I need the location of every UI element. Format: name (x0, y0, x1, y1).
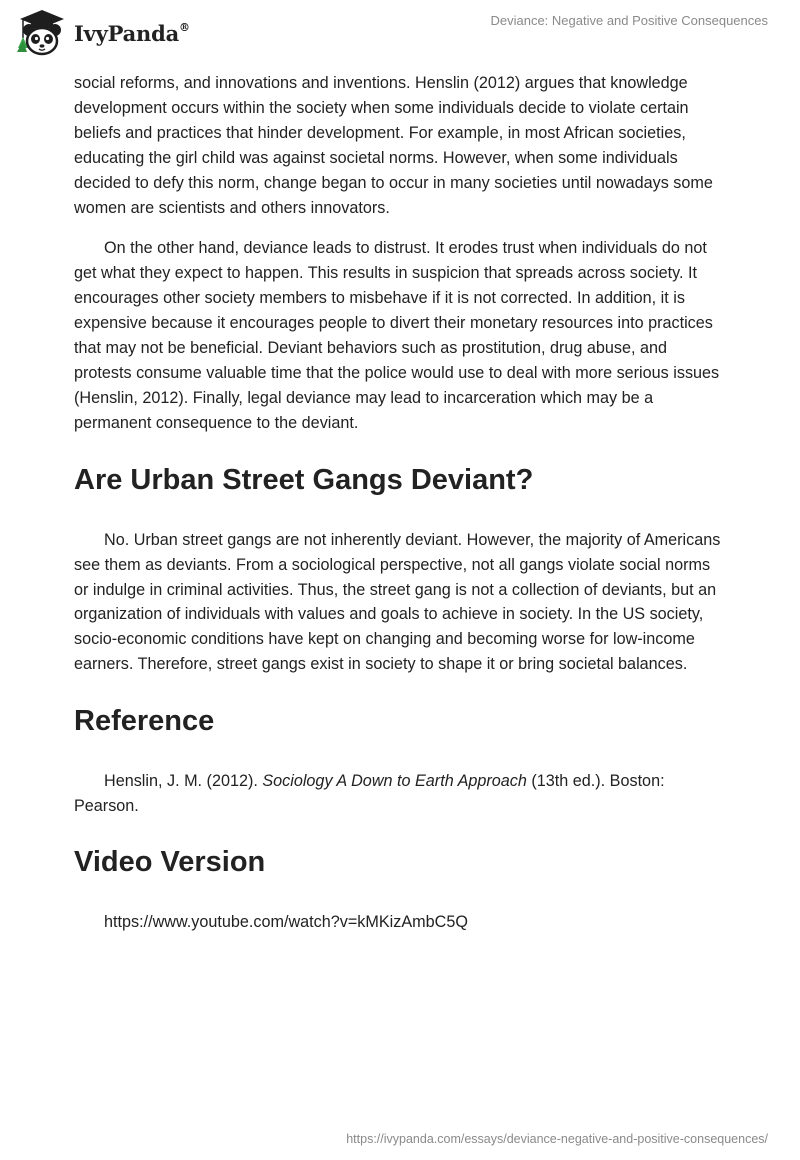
document-title: Deviance: Negative and Positive Consequences (490, 13, 768, 28)
reference-authors-year: Henslin, J. M. (2012). (104, 772, 263, 791)
reference-entry (74, 769, 726, 819)
video-link[interactable]: https://www.youtube.com/watch?v=kMKizAmbC5Q (104, 912, 468, 931)
ivypanda-logo[interactable] (14, 8, 190, 58)
footer-page-url[interactable]: https://ivypanda.com/essays/deviance-negative-and-positive-consequences/ (346, 1132, 768, 1146)
brand-name: IvyPanda® (74, 20, 190, 46)
panda-graduate-logo-icon (14, 8, 70, 58)
reference-publication-details: (13th ed.). Boston: Pearson. (74, 772, 665, 816)
page-header (0, 0, 800, 64)
paragraph-positive-consequences: social reforms, and innovations and inventions. Henslin (2012) argues that knowledge development occurs within the society when some individuals decide to violate certain beliefs and practices that hinder development. For example, in most African societies, educating the girl child was against societal norms. However, when some individuals decided to defy this norm, change began to occur in many societies until nowadays some women are scientists and others innovators. (74, 74, 713, 217)
heading-urban-street-gangs: Are Urban Street Gangs Deviant? (74, 463, 534, 496)
essay-content (74, 71, 726, 935)
paragraph-urban-street-gangs: No. Urban street gangs are not inherently deviant. However, the majority of Americans see them as deviants. From a sociological perspective, not all gangs violate social norms or indulge in criminal activities. Thus, the street gang is not a collection of deviants, but an organization of individuals with values and goals to achieve in society. In the US society, socio-economic conditions have kept on changing and becoming worse for low-income earners. Therefore, street gangs exist in society to shape it or bring societal balances. (74, 530, 721, 674)
reference-book-title: Sociology A Down to Earth Approach (262, 772, 527, 791)
heading-reference: Reference (74, 705, 215, 738)
heading-video-version: Video Version (74, 845, 266, 878)
paragraph-negative-consequences: On the other hand, deviance leads to distrust. It erodes trust when individuals do not get what they expect to happen. This results in suspicion that spreads across society. It encourages other society members to misbehave if it is not corrected. In addition, it is expensive because it encourages people to divert their monetary resources into practices that may not be beneficial. Deviant behaviors such as prostitution, drug abuse, and protests consume valuable time that the police would use to deal with more serious issues (Henslin, 2012). Finally, legal deviance may lead to incarceration which may be a permanent consequence to the deviant. (74, 239, 720, 432)
